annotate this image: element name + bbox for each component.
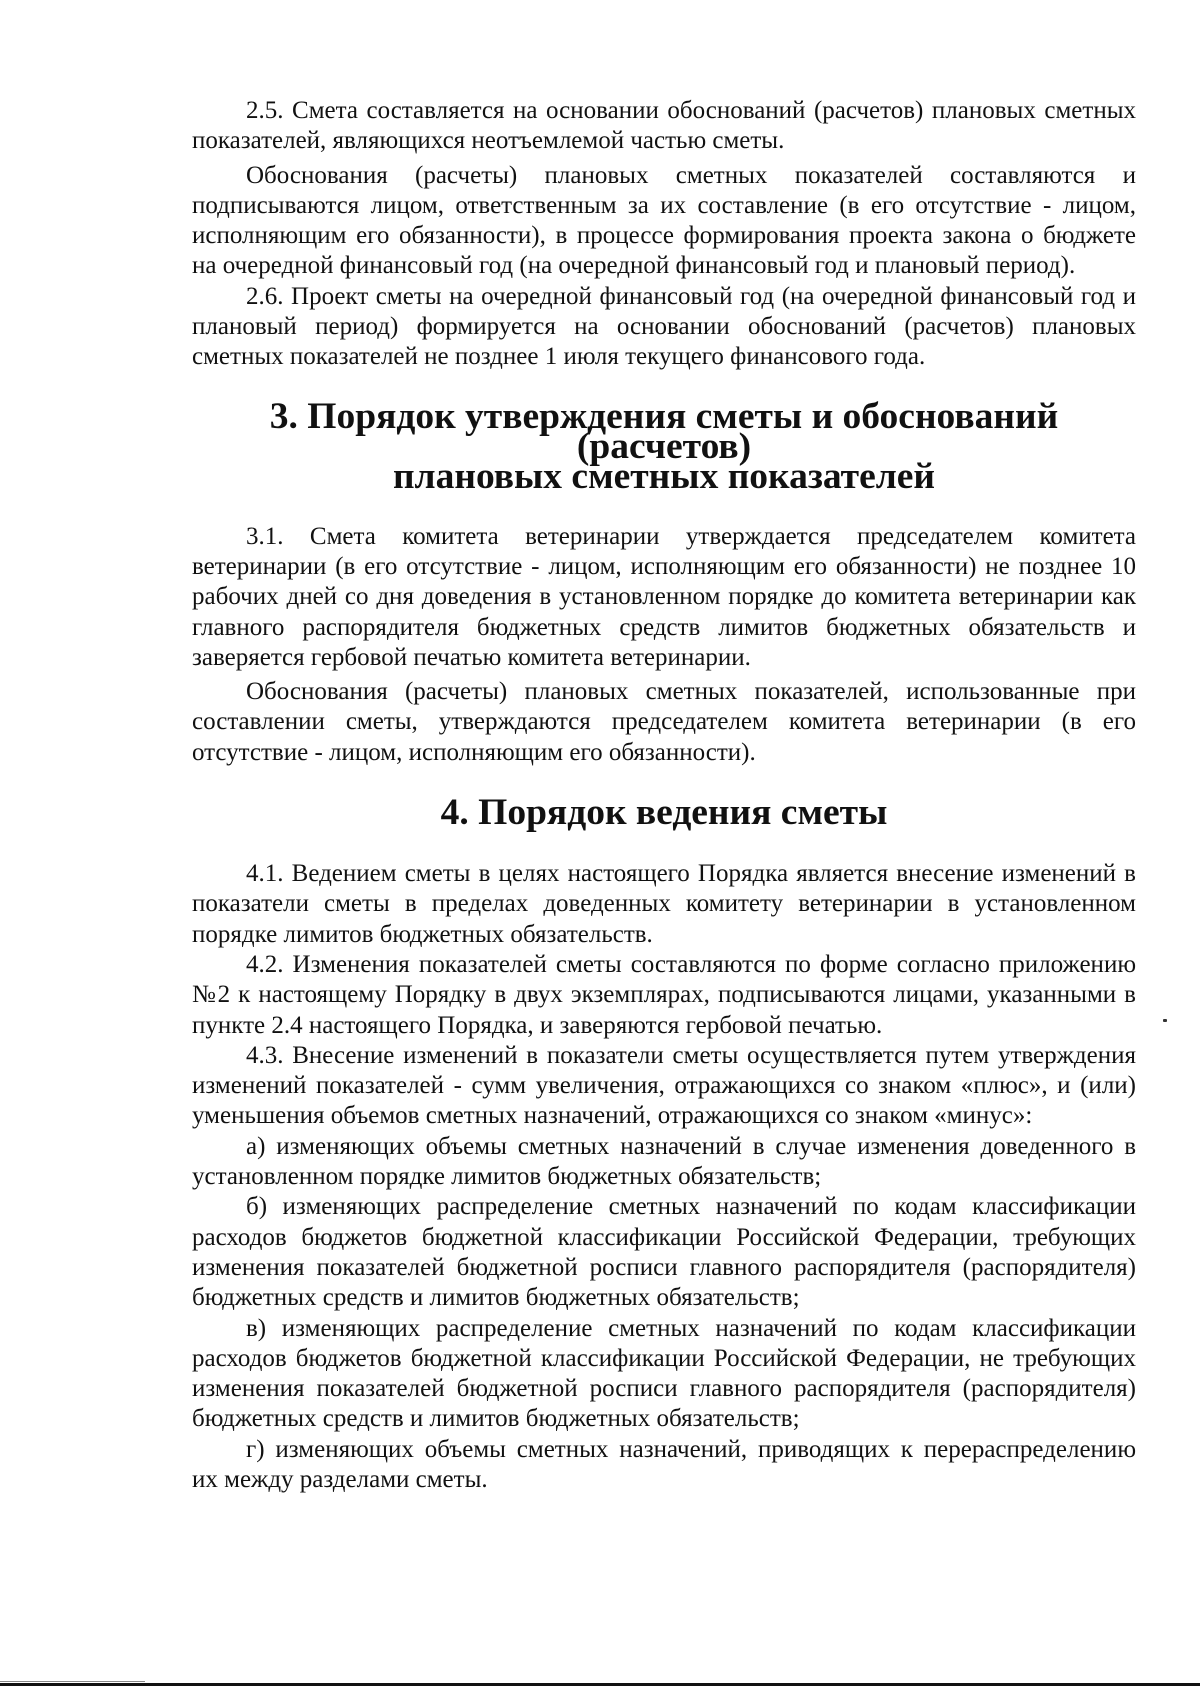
scan-speck bbox=[1163, 1019, 1167, 1022]
page-bottom-rule bbox=[0, 1683, 1200, 1686]
scan-edge-line bbox=[0, 1681, 145, 1682]
paragraph-2-6: 2.6. Проект сметы на очередной финансовый год (на очередной финансовый год и плановый период) формируется на основании обоснований (расчетов) плановых сметных показателей не позднее 1 июля текущего финансового года. bbox=[192, 282, 1136, 371]
paragraph-3-1: 3.1. Смета комитета ветеринарии утверждается председателем комитета ветеринарии (в его отсутствие - лицом, исполняющим его обязанности) не позднее 10 рабочих дней со дня доведения в установленном порядке до комитета ветеринарии как главного распорядителя бюджетных средств лимитов бюджетных обязательств и заверяется гербовой печатью комитета ветеринарии. bbox=[192, 522, 1136, 671]
section-4-heading: 4. Порядок ведения сметы bbox=[440, 792, 888, 834]
paragraph-4-2: 4.2. Изменения показателей сметы составляются по форме согласно приложению №2 к настоящему Порядку в двух экземплярах, подписываются лицами, указанными в пункте 2.4 настоящего Порядка, и заверяются гербовой печатью. bbox=[192, 950, 1136, 1039]
paragraph-2-5-justification: Обоснования (расчеты) плановых сметных показателей составляются и подписываются лицом, ответственным за их составление (в его отсутствие - лицом, исполняющим его обязанности), в процессе формирования проекта закона о бюджете на очередной финансовый год (на очередной финансовый год и плановый период). bbox=[192, 161, 1136, 280]
section-3-heading-line-1: 3. Порядок утверждения сметы и обоснований (расчетов) bbox=[269, 395, 1059, 467]
section-3-heading-line-2: плановых сметных показателей bbox=[392, 455, 936, 497]
list-item-g: г) изменяющих объемы сметных назначений, приводящих к перераспределению их между разделами сметы. bbox=[192, 1435, 1136, 1493]
paragraph-2-5: 2.5. Смета составляется на основании обоснований (расчетов) плановых сметных показателей, являющихся неотъемлемой частью сметы. bbox=[192, 97, 1136, 155]
paragraph-4-3: 4.3. Внесение изменений в показатели сметы осуществляется путем утверждения изменений показателей - сумм увеличения, отражающихся со знаком «плюс», и (или) уменьшения объемов сметных назначений, отражающихся со знаком «минус»: bbox=[192, 1041, 1136, 1130]
document-body bbox=[192, 96, 1136, 1495]
section-3-heading bbox=[192, 395, 1136, 497]
list-item-a: а) изменяющих объемы сметных назначений в случае изменения доведенного в установленном порядке лимитов бюджетных обязательств; bbox=[192, 1132, 1136, 1191]
list-item-v: в) изменяющих распределение сметных назначений по кодам классификации расходов бюджетов бюджетной классификации Российской Федерации, не требующих изменения показателей бюджетной росписи главного распорядителя (распорядителя) бюджетных средств и лимитов бюджетных обязательств; bbox=[192, 1314, 1136, 1433]
list-item-b: б) изменяющих распределение сметных назначений по кодам классификации расходов бюджетов бюджетной классификации Российской Федерации, требующих изменения показателей бюджетной росписи главного распорядителя (распорядителя) бюджетных средств и лимитов бюджетных обязательств; bbox=[192, 1193, 1136, 1312]
paragraph-3-1-justification: Обоснования (расчеты) плановых сметных показателей, использованные при составлении сметы, утверждаются председателем комитета ветеринарии (в его отсутствие - лицом, исполняющим его обязанности). bbox=[192, 678, 1136, 766]
paragraph-4-1: 4.1. Ведением сметы в целях настоящего Порядка является внесение изменений в показатели сметы в пределах доведенных комитету ветеринарии в установленном порядке лимитов бюджетных обязательств. bbox=[192, 860, 1136, 948]
